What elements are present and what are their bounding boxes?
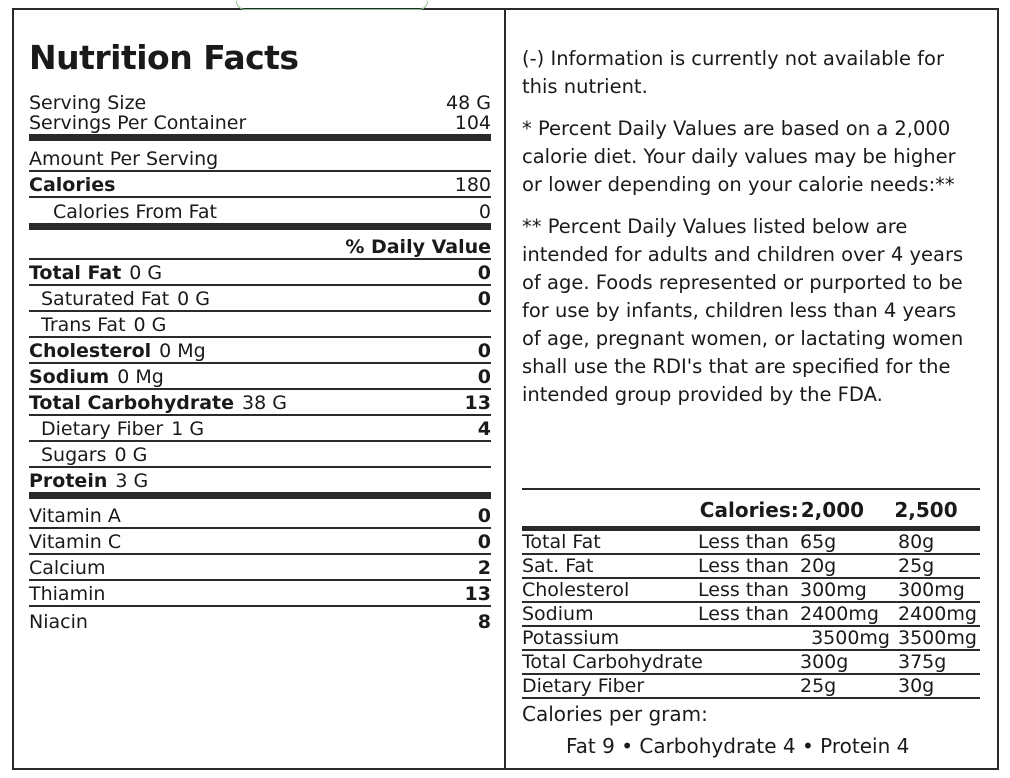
nutrition-facts-table (29, 38, 491, 633)
nutrient-label: Sugars (41, 444, 107, 466)
dv-2000-value: 25g (800, 675, 837, 697)
nutrition-label-frame (12, 8, 999, 770)
nutrient-label: Total Fat (29, 262, 122, 284)
nutrient-row-trans-fat (29, 312, 491, 338)
dv-2000-value: 3500mg (811, 627, 890, 649)
daily-value-header-label: % Daily Value (345, 236, 491, 258)
dv-nutrient-name: Sodium (522, 603, 594, 625)
dv-2500-value: 375g (898, 651, 947, 673)
nutrient-row-total-carbohydrate (29, 390, 491, 416)
amount-per-serving-label: Amount Per Serving (29, 148, 219, 170)
nutrient-label: Saturated Fat (41, 288, 170, 310)
nutrient-label: Trans Fat (41, 314, 126, 336)
vitamin-row-calcium (29, 555, 491, 581)
calories-per-gram (522, 698, 909, 762)
nutrient-row-sodium (29, 364, 491, 390)
vitamin-dv: 2 (477, 557, 491, 579)
vitamin-label: Vitamin C (29, 531, 122, 553)
nutrient-label: Total Carbohydrate (29, 392, 234, 414)
vitamin-dv: 8 (477, 611, 491, 633)
calories-per-gram-values: Fat 9 • Carbohydrate 4 • Protein 4 (566, 734, 910, 758)
nutrient-dv: 0 (477, 288, 491, 310)
footnote-intended-group: ** Percent Daily Values listed below are intended for adults and children over 4 years of age. Foods represented or purported to be for use by infants, children less than 4 years of age, pregnant women, or lactating women shall use the RDI's that are specified for the intended group provided by the FDA. (522, 215, 964, 406)
calories-header-label: Calories: (699, 498, 799, 522)
nutrient-dv: 4 (477, 418, 491, 440)
vitamin-row-c (29, 529, 491, 555)
calories-value: 180 (454, 174, 491, 196)
serving-size-label: Serving Size (29, 92, 147, 114)
amount-per-serving-row (29, 141, 491, 172)
dv-2500-value: 2400mg (898, 603, 977, 625)
dv-row-total-carbohydrate (522, 651, 980, 675)
dv-2500-value: 3500mg (898, 627, 977, 649)
vitamin-label: Thiamin (29, 583, 106, 605)
dv-2000-value: 300g (800, 651, 849, 673)
nutrient-row-dietary-fiber (29, 416, 491, 442)
nutrition-facts-title: Nutrition Facts (29, 38, 299, 77)
nutrient-dv: 13 (464, 392, 491, 414)
calories-per-gram-label: Calories per gram: (522, 702, 708, 726)
servings-per-container-row (29, 114, 491, 141)
footnotes (522, 45, 977, 423)
dv-nutrient-name: Cholesterol (522, 579, 630, 601)
serving-size-row (29, 88, 491, 114)
dv-row-sat-fat (522, 555, 980, 579)
calories-2500-header: 2,500 (894, 498, 958, 522)
nutrient-amount: 38 G (241, 392, 287, 414)
dv-2500-value: 80g (898, 531, 935, 553)
nutrition-facts-panel (14, 10, 506, 768)
dv-row-sodium (522, 603, 980, 627)
nutrient-row-sugars (29, 442, 491, 468)
dv-qualifier: Less than (698, 555, 789, 577)
nutrient-amount: 1 G (171, 418, 205, 440)
vitamin-dv: 0 (477, 531, 491, 553)
servings-per-container-value: 104 (454, 112, 491, 134)
decorative-tab-outline (236, 1, 428, 10)
footnote-unavailable: (-) Information is currently not available for this nutrient. (522, 47, 944, 98)
nutrient-amount: 3 G (115, 470, 149, 492)
nutrient-row-total-fat (29, 260, 491, 286)
calories-label: Calories (29, 174, 116, 196)
dv-nutrient-name: Total Carbohydrate (522, 651, 703, 673)
daily-values-header (522, 496, 980, 531)
nutrient-row-cholesterol (29, 338, 491, 364)
dv-nutrient-name: Sat. Fat (522, 555, 594, 577)
nutrient-label: Sodium (29, 366, 110, 388)
dv-nutrient-name: Total Fat (522, 531, 601, 553)
dv-nutrient-name: Potassium (522, 627, 620, 649)
vitamin-dv: 13 (464, 583, 491, 605)
nutrient-row-protein (29, 468, 491, 499)
nutrient-dv: 0 (477, 340, 491, 362)
nutrient-amount: 0 Mg (117, 366, 164, 388)
dv-qualifier: Less than (698, 579, 789, 601)
serving-size-value: 48 G (446, 92, 491, 114)
dv-2000-value: 65g (800, 531, 837, 553)
vitamin-row-niacin (29, 607, 491, 633)
calories-from-fat-row (29, 198, 491, 230)
dv-qualifier (698, 627, 800, 649)
vitamin-row-thiamin (29, 581, 491, 607)
vitamin-dv: 0 (477, 505, 491, 527)
calories-2000-header: 2,000 (800, 498, 865, 522)
dv-2500-value: 30g (898, 675, 935, 697)
dv-2500-value: 25g (898, 555, 935, 577)
dv-qualifier (698, 675, 800, 697)
nutrient-amount: 0 Mg (159, 340, 206, 362)
nutrient-dv: 0 (477, 366, 491, 388)
footnote-percent-daily-values: * Percent Daily Values are based on a 2,000 calorie diet. Your daily values may be higher or lower depending on your calorie needs:** (522, 117, 956, 196)
dv-row-cholesterol (522, 579, 980, 603)
nutrient-amount: 0 G (133, 314, 167, 336)
nutrient-amount: 0 G (129, 262, 163, 284)
nutrient-label: Protein (29, 470, 108, 492)
calories-from-fat-value: 0 (478, 201, 491, 223)
nutrient-label: Cholesterol (29, 340, 152, 362)
dv-2500-value: 300mg (898, 579, 965, 601)
vitamin-label: Vitamin A (29, 505, 121, 527)
dv-row-potassium (522, 627, 980, 651)
dv-2000-value: 20g (800, 555, 837, 577)
footnotes-panel (506, 10, 997, 768)
dv-qualifier: Less than (698, 603, 789, 625)
dv-nutrient-name: Dietary Fiber (522, 675, 645, 697)
dv-2000-value: 300mg (800, 579, 867, 601)
nutrient-dv: 0 (477, 262, 491, 284)
dv-2000-value: 2400mg (800, 603, 879, 625)
vitamin-row-a (29, 499, 491, 529)
nutrient-label: Dietary Fiber (41, 418, 164, 440)
calories-row (29, 172, 491, 198)
dv-row-total-fat (522, 531, 980, 555)
dv-qualifier: Less than (698, 531, 789, 553)
nutrient-row-saturated-fat (29, 286, 491, 312)
nutrient-amount: 0 G (177, 288, 211, 310)
divider (522, 488, 980, 490)
daily-values-table (522, 488, 980, 699)
vitamin-label: Niacin (29, 611, 88, 633)
calories-from-fat-label: Calories From Fat (53, 201, 217, 223)
dv-row-dietary-fiber (522, 675, 980, 699)
vitamin-label: Calcium (29, 557, 106, 579)
servings-per-container-label: Servings Per Container (29, 112, 247, 134)
nutrient-amount: 0 G (114, 444, 148, 466)
daily-value-header (29, 230, 491, 260)
